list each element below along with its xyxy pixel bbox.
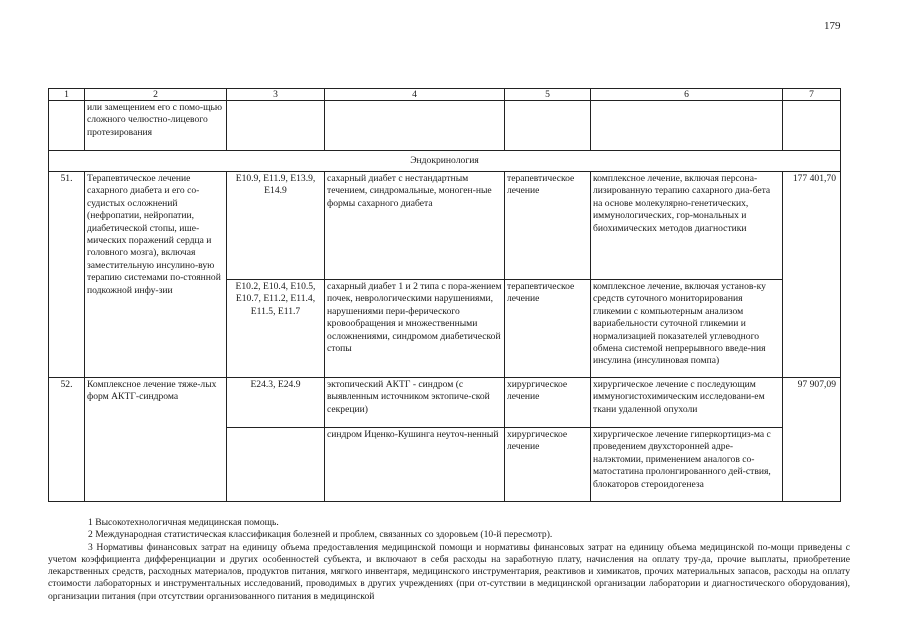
patient-model: сахарный диабет 1 и 2 типа с пора-жением почек, неврологическими нарушениями, нарушениями пери-ферического кровообращения и множественными осложнениями, синдромом диабетической стопы	[325, 280, 505, 378]
section-row	[49, 151, 841, 172]
table-row	[49, 101, 841, 151]
treatment-method: комплексное лечение, включая персона-лизированную терапию сахарного диа-бета на основе молекулярно-генетических, иммунологических, гор-мональных и биохимических методов диагностики	[591, 172, 783, 280]
patient-model: синдром Иценко-Кушинга неуточ-ненный	[325, 428, 505, 502]
treatment-method: хирургическое лечение гиперкортициз-ма с проведением двухсторонней адре-налэктомии, применением аналогов со-матостатина пролонгированного дей-ствия, блокаторов стероидогенеза	[591, 428, 783, 502]
footnote: 3 Нормативы финансовых затрат на единицу объема предоставления медицинской помощи и нормативы финансовых затрат на единицу объема медицинской по-мощи приведены с учетом коэффициента дифференциации и других особенностей субъекта, и включают в себя расходы на заработную плату, начисления на оплату тру-да, прочие выплаты, приобретение лекарственных средств, расходных материалов, продуктов питания, мягкого инвентаря, медицинского инструментария, реактивов и химикатов, прочих материальных запасов, расходы на оплату стоимости лабораторных и инструментальных исследований, проводимых в других учреждениях (при от-сутствии в медицинской организации лаборатории и диагностического оборудования), организации питания (при отсутствии организованного питания в медицинской	[48, 541, 850, 602]
table-row	[49, 378, 841, 428]
patient-model: сахарный диабет с нестандартным течением, синдромальные, моноген-ные формы сахарного диабета	[325, 172, 505, 280]
treatment-type: терапевтическое лечение	[505, 172, 591, 280]
services-table	[48, 88, 841, 502]
header-cell: 2	[85, 89, 227, 101]
footnote: 2 Международная статистическая классификация болезней и проблем, связанных со здоровьем (10-й пересмотр).	[88, 529, 553, 541]
icd-codes: E24.3, E24.9	[227, 378, 325, 428]
row-number: 52.	[49, 378, 85, 502]
service-name: или замещением его с помо-щью сложного челюстно-лицевого протезирования	[85, 101, 227, 151]
page-number: 179	[824, 20, 841, 32]
service-name: Комплексное лечение тяже-лых форм АКТГ-синдрома	[85, 378, 227, 502]
table-header-row	[49, 89, 841, 101]
table-row	[49, 172, 841, 280]
row-number: 51.	[49, 172, 85, 378]
treatment-type: терапевтическое лечение	[505, 280, 591, 378]
footnotes	[48, 517, 850, 603]
patient-model: эктопический АКТГ - синдром (с выявленным источником эктопиче-ской секреции)	[325, 378, 505, 428]
header-cell: 7	[783, 89, 841, 101]
header-cell: 3	[227, 89, 325, 101]
header-cell: 5	[505, 89, 591, 101]
header-cell: 1	[49, 89, 85, 101]
service-name: Терапевтическое лечение сахарного диабета и его со-судистых осложнений (нефропатии, нейропатии, диабетической стопы, ише-мических поражений сердца и головного мозга), включая заместительную инсулино-вую терапию системами по-стоянной подкожной инфу-зии	[85, 172, 227, 378]
icd-codes: E10.9, E11.9, E13.9, E14.9	[227, 172, 325, 280]
treatment-method: комплексное лечение, включая установ-ку средств суточного мониторирования гликемии с компьютерным анализом вариабельности суточной гликемии и нормализацией показателей углеводного обмена системой непрерывного введе-ния инсулина (инсулиновая помпа)	[591, 280, 783, 378]
section-title: Эндокринология	[49, 151, 841, 172]
price: 177 401,70	[783, 172, 841, 378]
header-cell: 4	[325, 89, 505, 101]
treatment-type: хирургическое лечение	[505, 378, 591, 428]
icd-codes: E10.2, E10.4, E10.5, E10.7, E11.2, E11.4, E11.5, E11.7	[227, 280, 325, 378]
price: 97 907,09	[783, 378, 841, 502]
treatment-method: хирургическое лечение с последующим иммуногистохимическим исследовани-ем ткани удаленной опухоли	[591, 378, 783, 428]
header-cell: 6	[591, 89, 783, 101]
footnote: 1 Высокотехнологичная медицинская помощь.	[88, 517, 279, 528]
treatment-type: хирургическое лечение	[505, 428, 591, 502]
